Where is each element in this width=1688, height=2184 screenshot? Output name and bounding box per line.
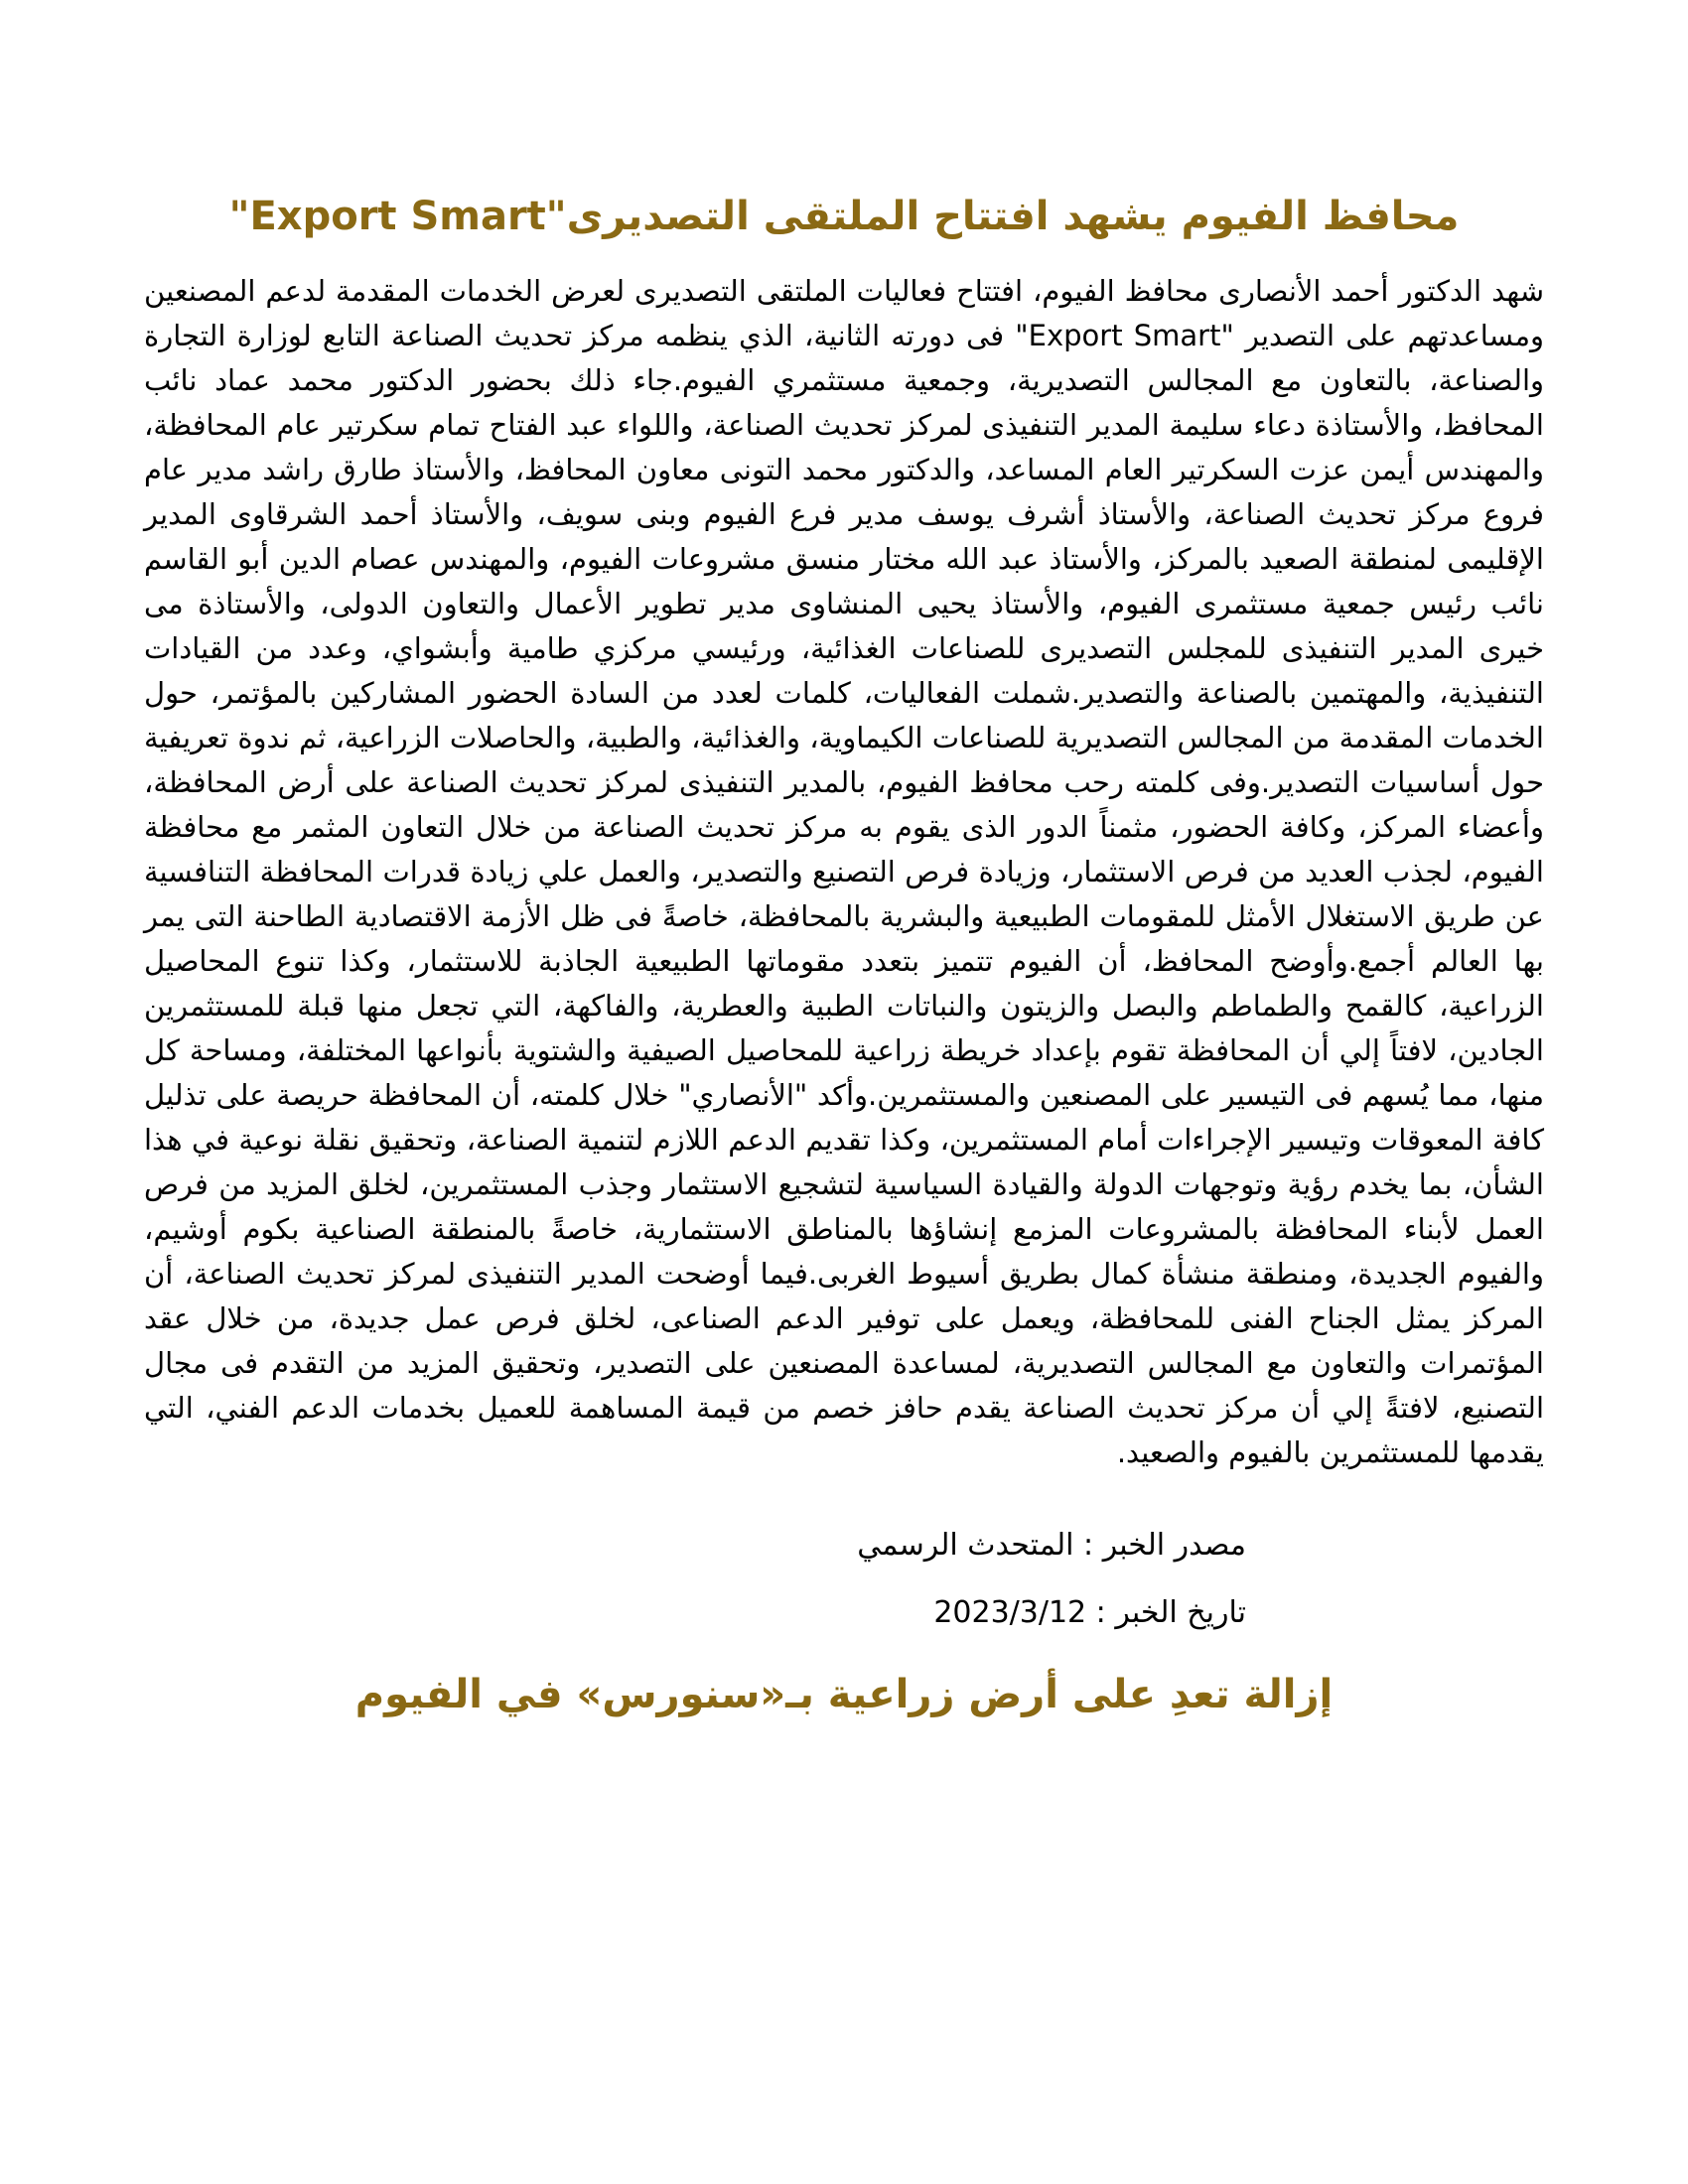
- next-article-title: إزالة تعدِ على أرض زراعية بـ«سنورس» في الفيوم: [354, 1672, 1334, 1717]
- news-date-line: تاريخ الخبر : 2023/3/12: [933, 1595, 1246, 1630]
- news-source-line: مصدر الخبر : المتحدث الرسمي: [857, 1528, 1246, 1563]
- article-body: شهد الدكتور أحمد الأنصارى محافظ الفيوم، افتتاح فعاليات الملتقى التصديرى لعرض الخدمات المقدمة لدعم المصنعين ومساعدتهم على التصدير "Export Smart" فى دورته الثانية، الذي ينظمه مركز تحديث الصناعة التابع لوزارة التجارة والصناعة، بالتعاون مع المجالس التصديرية، وجمعية مستثمري الفيوم.جاء ذلك بحضور الدكتور محمد عماد نائب المحافظ، والأستاذة دعاء سليمة المدير التنفيذى لمركز تحديث الصناعة، واللواء عبد الفتاح تمام سكرتير عام المحافظة، والمهندس أيمن عزت السكرتير العام المساعد، والدكتور محمد التونى معاون المحافظ، والأستاذ طارق راشد مدير عام فروع مركز تحديث الصناعة، والأستاذ أشرف يوسف مدير فرع الفيوم وبنى سويف، والأستاذ أحمد الشرقاوى المدير الإقليمى لمنطقة الصعيد بالمركز، والأستاذ عبد الله مختار منسق مشروعات الفيوم، والمهندس عصام الدين أبو القاسم نائب رئيس جمعية مستثمرى الفيوم، والأستاذ يحيى المنشاوى مدير تطوير الأعمال والتعاون الدولى، والأستاذة مى خيرى المدير التنفيذى للمجلس التصديرى للصناعات الغذائية، ورئيسي مركزي طامية وأبشواي، وعدد من القيادات التنفيذية، والمهتمين بالصناعة والتصدير.شملت الفعاليات، كلمات لعدد من السادة الحضور المشاركين بالمؤتمر، حول الخدمات المقدمة من المجالس التصديرية للصناعات الكيماوية، والغذائية، والطبية، والحاصلات الزراعية، ثم ندوة تعريفية حول أساسيات التصدير.وفى كلمته رحب محافظ الفيوم، بالمدير التنفيذى لمركز تحديث الصناعة على أرض المحافظة، وأعضاء المركز، وكافة الحضور، مثمناً الدور الذى يقوم به مركز تحديث الصناعة من خلال التعاون المثمر مع محافظة الفيوم، لجذب العديد من فرص الاستثمار، وزيادة فرص التصنيع والتصدير، والعمل علي زيادة قدرات المحافظة التنافسية عن طريق الاستغلال الأمثل للمقومات الطبيعية والبشرية بالمحافظة، خاصةً فى ظل الأزمة الاقتصادية الطاحنة التى يمر بها العالم أجمع.وأوضح المحافظ، أن الفيوم تتميز بتعدد مقوماتها الطبيعية الجاذبة للاستثمار، وكذا تنوع المحاصيل الزراعية، كالقمح والطماطم والبصل والزيتون والنباتات الطبية والعطرية، والفاكهة، التي تجعل منها قبلة للمستثمرين الجادين، لافتاً إلي أن المحافظة تقوم بإعداد خريطة زراعية للمحاصيل الصيفية والشتوية بأنواعها المختلفة، ومساحة كل منها، مما يُسهم فى التيسير على المصنعين والمستثمرين.وأكد "الأنصاري" خلال كلمته، أن المحافظة حريصة على تذليل كافة المعوقات وتيسير الإجراءات أمام المستثمرين، وكذا تقديم الدعم اللازم لتنمية الصناعة، وتحقيق نقلة نوعية في هذا الشأن، بما يخدم رؤية وتوجهات الدولة والقيادة السياسية لتشجيع الاستثمار وجذب المستثمرين، لخلق المزيد من فرص العمل لأبناء المحافظة بالمشروعات المزمع إنشاؤها بالمناطق الاستثمارية، خاصةً بالمنطقة الصناعية بكوم أوشيم، والفيوم الجديدة، ومنطقة منشأة كمال بطريق أسيوط الغربى.فيما أوضحت المدير التنفيذى لمركز تحديث الصناعة، أن المركز يمثل الجناح الفنى للمحافظة، ويعمل على توفير الدعم الصناعى، لخلق فرص عمل جديدة، من خلال عقد المؤتمرات والتعاون مع المجالس التصديرية، لمساعدة المصنعين على التصدير، وتحقيق المزيد من التقدم فى مجال التصنيع، لافتةً إلي أن مركز تحديث الصناعة يقدم حافز خصم من قيمة المساهمة للعميل بخدمات الدعم الفني، التي يقدمها للمستثمرين بالفيوم والصعيد.: [144, 274, 1545, 1469]
- article-title: محافظ الفيوم يشهد افتتاح الملتقى التصديرى"Export Smart": [228, 194, 1460, 239]
